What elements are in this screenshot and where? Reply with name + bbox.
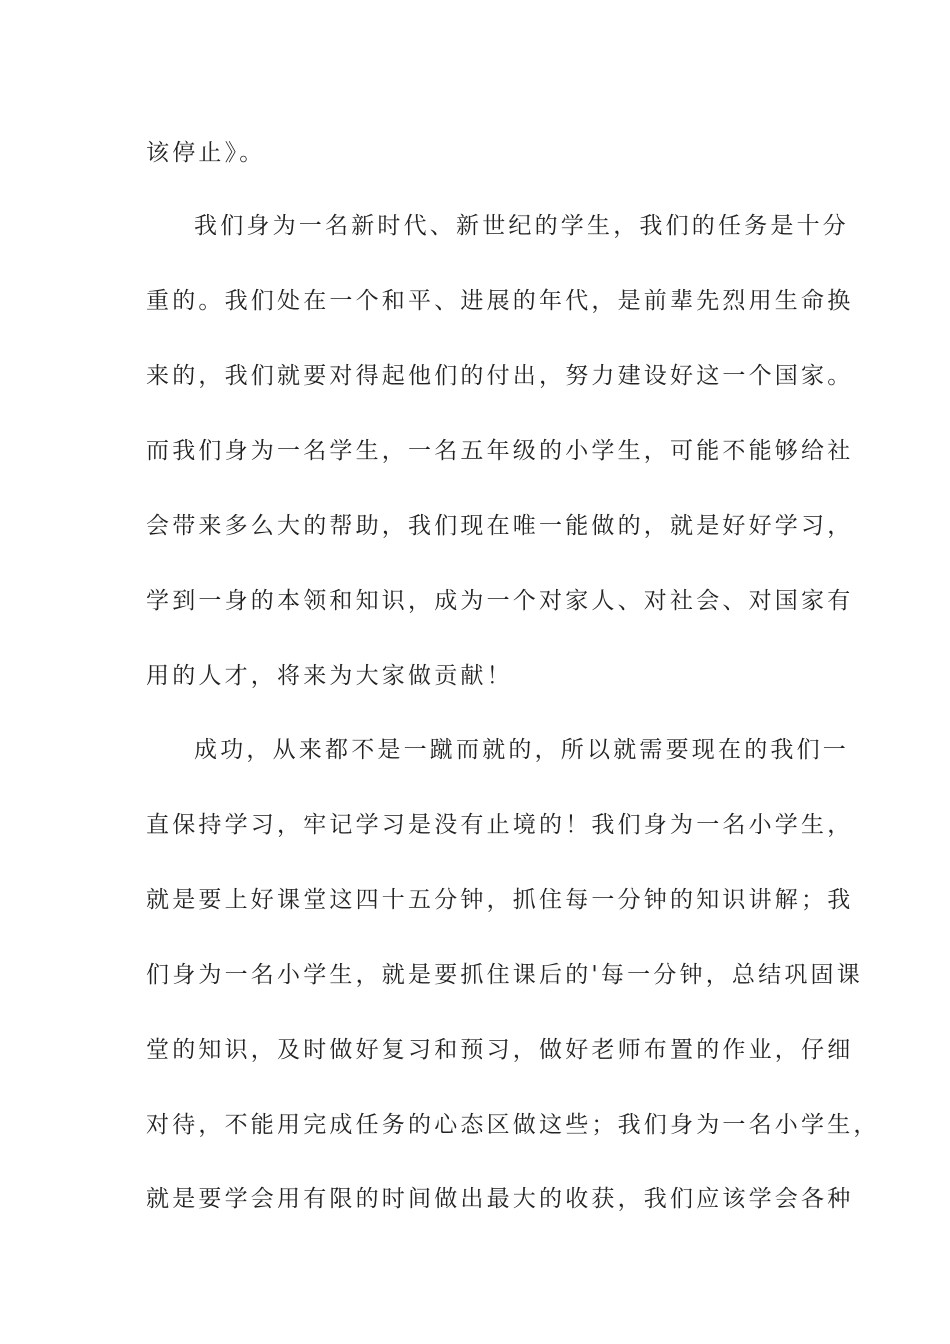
- text-line-2: 我们身为一名新时代、新世纪的学生，我们的任务是十分: [194, 213, 849, 239]
- text-line-7: 学到一身的本领和知识，成为一个对家人、对社会、对国家有: [146, 588, 854, 614]
- text-line-6: 会带来多么大的帮助，我们现在唯一能做的，就是好好学习，: [146, 513, 854, 539]
- text-line-14: 对待，不能用完成任务的心态区做这些；我们身为一名小学生，: [146, 1112, 880, 1138]
- text-line-4: 来的，我们就要对得起他们的付出，努力建设好这一个国家。: [146, 363, 854, 389]
- text-line-5: 而我们身为一名学生，一名五年级的小学生，可能不能够给社: [146, 438, 854, 464]
- text-line-15: 就是要学会用有限的时间做出最大的收获，我们应该学会各种: [146, 1186, 854, 1212]
- text-line-13: 堂的知识，及时做好复习和预习，做好老师布置的作业，仔细: [146, 1037, 854, 1063]
- text-line-11: 就是要上好课堂这四十五分钟，抓住每一分钟的知识讲解；我: [146, 887, 854, 913]
- text-line-9: 成功，从来都不是一蹴而就的，所以就需要现在的我们一: [194, 737, 849, 763]
- text-line-3: 重的。我们处在一个和平、进展的年代，是前辈先烈用生命换: [146, 288, 854, 314]
- text-line-12: 们身为一名小学生，就是要抓住课后的'每一分钟，总结巩固课: [146, 962, 863, 988]
- text-line-10: 直保持学习，牢记学习是没有止境的！我们身为一名小学生，: [146, 812, 854, 838]
- text-line-1: 该停止》。: [146, 140, 266, 166]
- text-line-8: 用的人才，将来为大家做贡献！: [146, 663, 513, 689]
